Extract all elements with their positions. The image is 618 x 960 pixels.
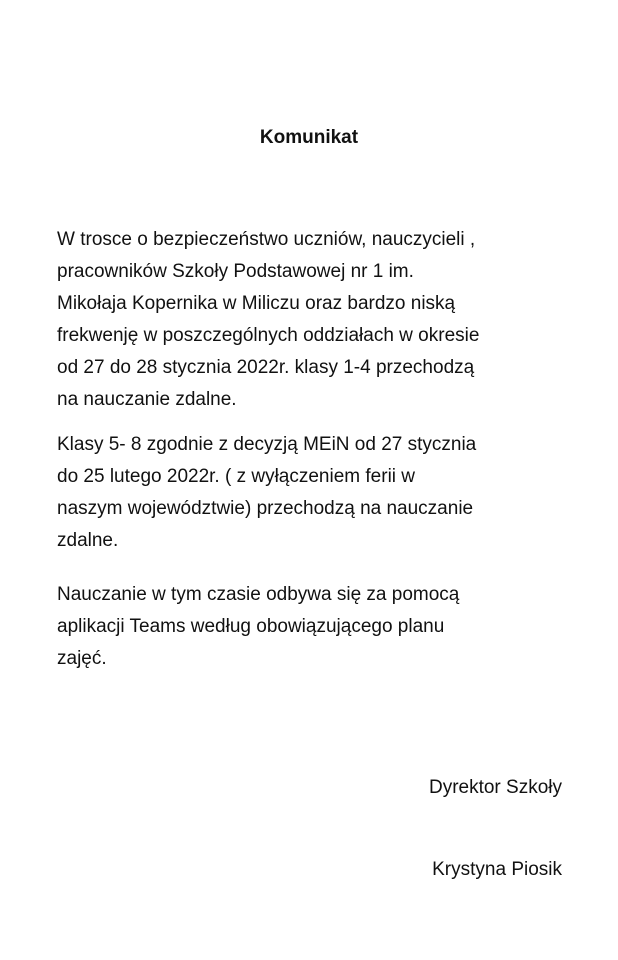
paragraph-3 — [57, 579, 587, 675]
paragraph-line: na nauczanie zdalne. — [57, 389, 237, 410]
paragraph-line: W trosce o bezpieczeństwo uczniów, nauczycieli , — [57, 229, 476, 250]
paragraph-line: od 27 do 28 stycznia 2022r. klasy 1-4 przechodzą — [57, 357, 475, 378]
paragraph-1 — [57, 224, 587, 416]
paragraph-2 — [57, 429, 587, 557]
signature-name: Krystyna Piosik — [432, 859, 562, 880]
paragraph-line: zdalne. — [57, 530, 119, 551]
paragraph-line: Klasy 5- 8 zgodnie z decyzją MEiN od 27 stycznia — [57, 434, 477, 455]
paragraph-line: Nauczanie w tym czasie odbywa się za pomocą — [57, 584, 460, 605]
paragraph-line: naszym województwie) przechodzą na nauczanie — [57, 498, 474, 519]
signature-role: Dyrektor Szkoły — [428, 777, 562, 798]
paragraph-line: pracowników Szkoły Podstawowej nr 1 im. — [57, 261, 414, 282]
document-title: Komunikat — [259, 127, 359, 148]
paragraph-line: zajęć. — [57, 648, 107, 669]
paragraph-line: frekwenję w poszczególnych oddziałach w okresie — [57, 325, 480, 346]
paragraph-line: do 25 lutego 2022r. ( z wyłączeniem ferii w — [57, 466, 416, 487]
paragraph-line: aplikacji Teams według obowiązującego planu — [57, 616, 445, 637]
paragraph-line: Mikołaja Kopernika w Miliczu oraz bardzo niską — [57, 293, 456, 314]
